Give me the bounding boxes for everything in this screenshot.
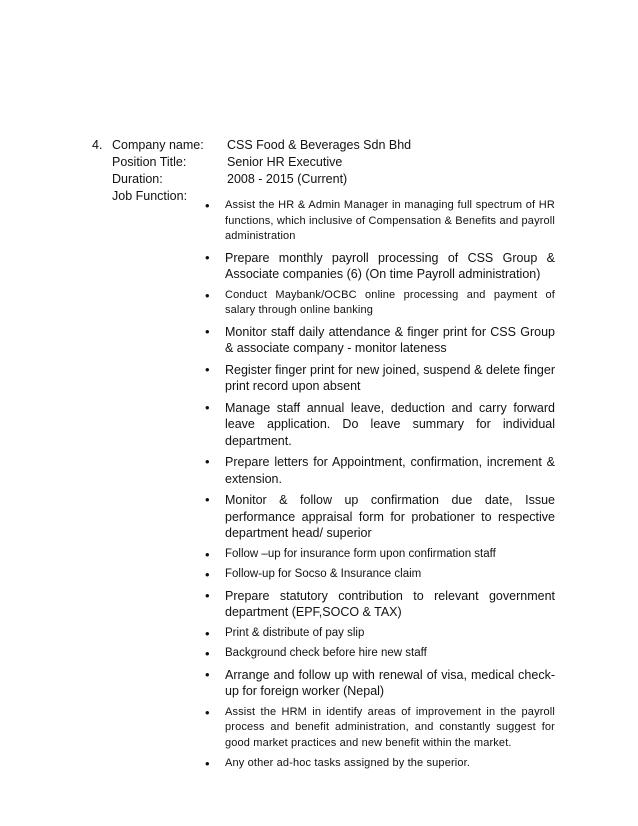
bullet-icon: • xyxy=(205,361,210,377)
bullet-icon: • xyxy=(205,666,210,682)
list-item xyxy=(205,492,555,542)
duty-text: Prepare monthly payroll processing of CSS Group & Associate companies (6) (On time Payroll administration) xyxy=(225,250,555,281)
position-label: Position Title: xyxy=(112,155,187,169)
duty-text: Register finger print for new joined, suspend & delete finger print record upon absent xyxy=(225,362,555,393)
bullet-icon: • xyxy=(205,492,210,507)
list-item xyxy=(205,288,555,319)
list-item xyxy=(205,756,555,772)
list-item xyxy=(205,400,555,450)
duty-text: Monitor & follow up confirmation due date, Issue performance appraisal form for probationer to respective department head/ superior xyxy=(225,493,555,540)
list-item xyxy=(205,324,555,357)
duty-text: Monitor staff daily attendance & finger print for CSS Group & associate company - monitor lateness xyxy=(225,324,555,355)
duty-text: Manage staff annual leave, deduction and carry forward leave application. Do leave summary for individual department. xyxy=(225,400,555,448)
duration-row xyxy=(92,171,557,188)
company-label: Company name: xyxy=(112,138,204,152)
duty-text: Conduct Maybank/OCBC online processing and payment of salary through online banking xyxy=(225,288,555,316)
list-item xyxy=(205,250,555,283)
duty-text: Background check before hire new staff xyxy=(225,647,427,659)
bullet-icon: • xyxy=(205,704,210,720)
list-item xyxy=(205,646,555,662)
bullet-icon: • xyxy=(205,399,210,415)
job-header xyxy=(92,137,557,205)
duty-text: Follow –up for insurance form upon confirmation staff xyxy=(225,547,496,560)
duration-label: Duration: xyxy=(112,172,163,186)
list-item xyxy=(205,198,555,245)
duty-text: Any other ad-hoc tasks assigned by the superior. xyxy=(225,757,471,769)
duration-value: 2008 - 2015 (Current) xyxy=(227,172,348,186)
bullet-icon: • xyxy=(205,646,210,661)
list-item xyxy=(205,588,555,621)
duty-text: Assist the HR & Admin Manager in managing full spectrum of HR functions, which inclusive of Compensation & Benefits and payroll administration xyxy=(225,199,555,242)
duty-text: Prepare statutory contribution to relevant government department (EPF,SOCO & TAX) xyxy=(225,588,555,619)
position-value: Senior HR Executive xyxy=(227,155,343,169)
position-row xyxy=(92,154,557,171)
list-item xyxy=(205,667,555,700)
bullet-icon: • xyxy=(205,323,210,339)
entry-number: 4. xyxy=(92,138,103,152)
bullet-icon: • xyxy=(205,567,210,582)
job-function-list xyxy=(205,198,555,777)
list-item xyxy=(205,454,555,487)
list-item xyxy=(205,567,555,583)
list-item xyxy=(205,626,555,642)
list-item xyxy=(205,547,555,563)
list-item xyxy=(205,362,555,395)
bullet-icon: • xyxy=(205,587,210,603)
bullet-icon: • xyxy=(205,287,210,303)
duty-text: Assist the HRM in identify areas of improvement in the payroll process and benefit administration, and constantly suggest for good market practices and new benefit within the market. xyxy=(225,705,555,749)
company-value: CSS Food & Beverages Sdn Bhd xyxy=(227,138,412,152)
bullet-icon: • xyxy=(205,454,210,469)
bullet-icon: • xyxy=(205,756,210,771)
duty-text: Arrange and follow up with renewal of visa, medical check-up for foreign worker (Nepal) xyxy=(225,667,555,698)
duty-text: Follow-up for Socso & Insurance claim xyxy=(225,568,422,580)
duty-text: Prepare letters for Appointment, confirmation, increment & extension. xyxy=(225,455,555,486)
duty-text: Print & distribute of pay slip xyxy=(225,626,365,639)
function-label: Job Function: xyxy=(112,189,188,203)
company-row xyxy=(92,137,557,154)
bullet-icon: • xyxy=(205,546,210,562)
list-item xyxy=(205,705,555,752)
bullet-icon: • xyxy=(205,198,210,213)
bullet-icon: • xyxy=(205,625,210,641)
bullet-icon: • xyxy=(205,249,210,265)
